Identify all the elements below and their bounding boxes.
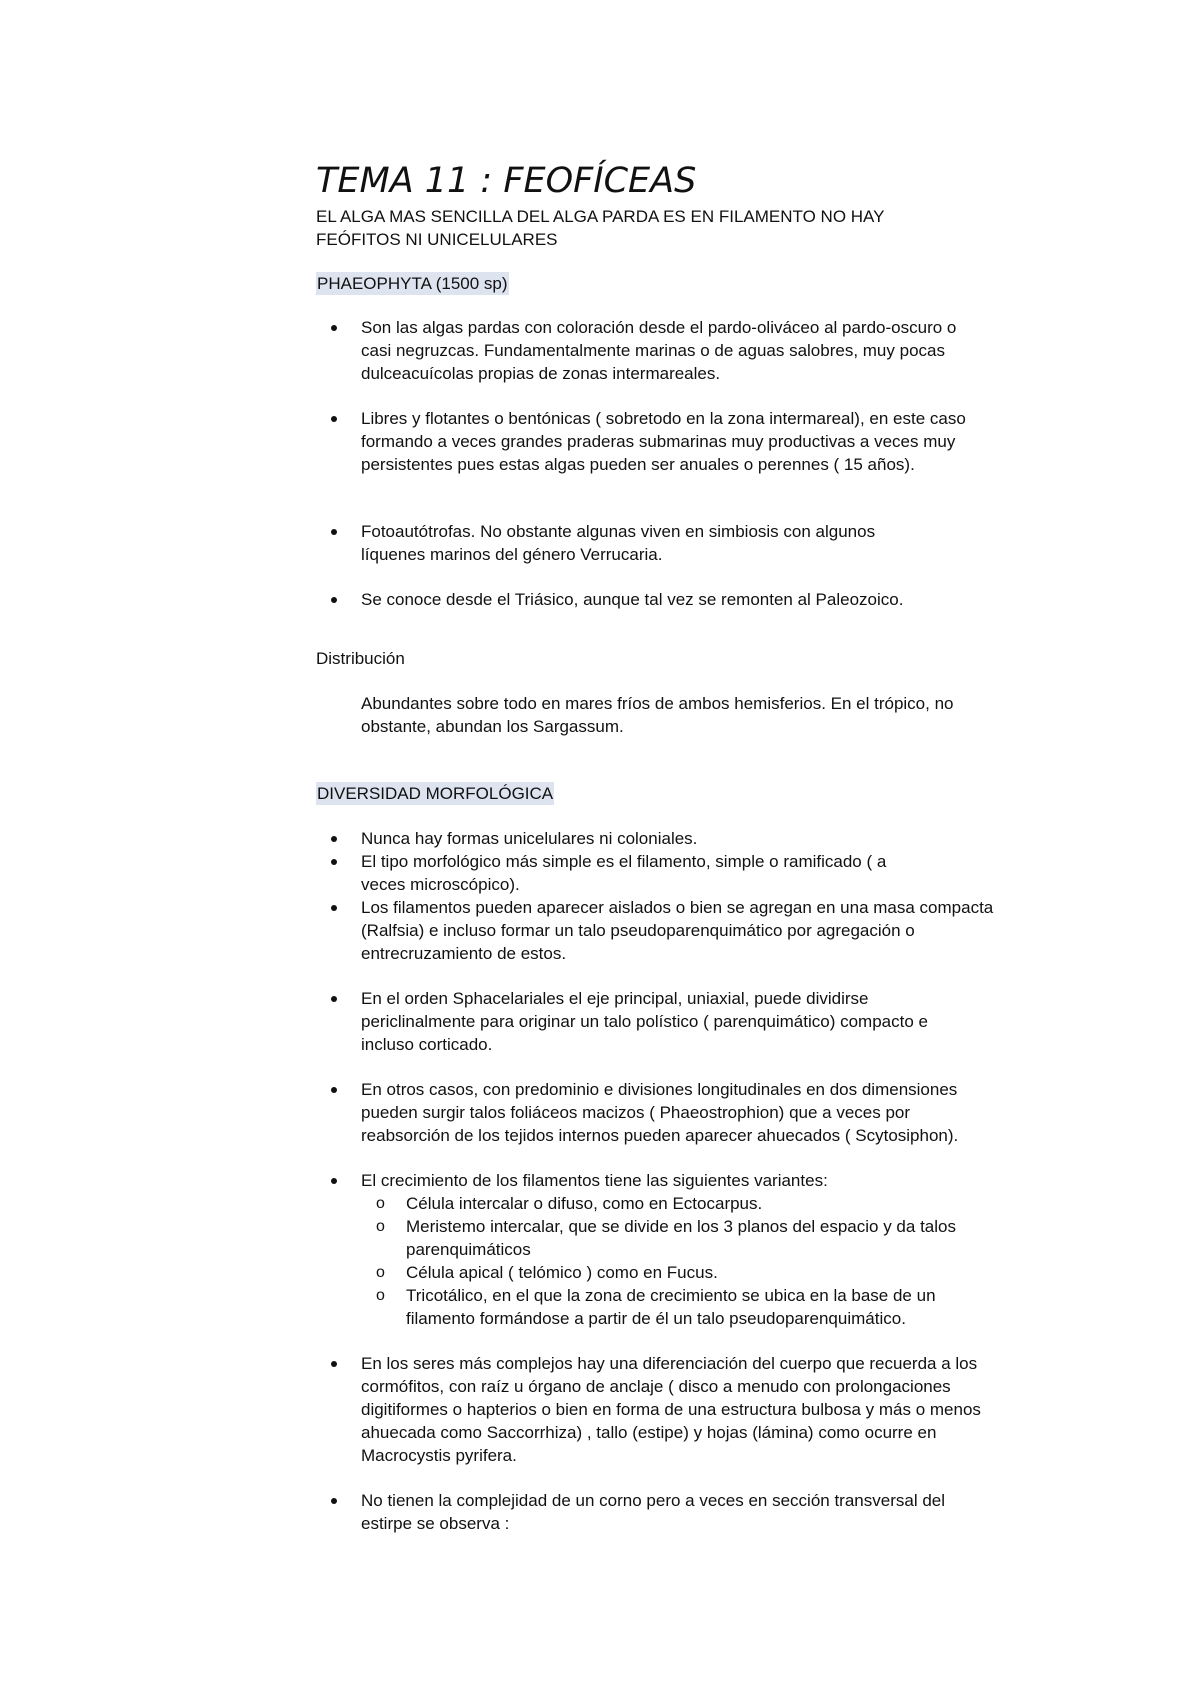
list-item: Se conoce desde el Triásico, aunque tal vez se remonten al Paleozoico. [316, 588, 966, 611]
growth-intro: El crecimiento de los filamentos tiene las siguientes variantes: [361, 1171, 828, 1190]
spacer [316, 385, 966, 407]
distribucion-heading: Distribución [316, 649, 405, 668]
list-item: Nunca hay formas unicelulares ni coloniales. [316, 827, 1036, 850]
list-item: En los seres más complejos hay una diferenciación del cuerpo que recuerda a los cormófitos, con raíz u órgano de anclaje ( disco a menudo con prolongaciones digitiformes o hapterios o bien en forma de una estructura bulbosa y más o menos ahuecada como Saccorrhiza) , tallo (estipe) y hojas (lámina) como ocurre en Macrocystis pyrifera. [316, 1352, 1001, 1467]
phaeophyta-list-4 [316, 588, 966, 611]
section-heading-diversidad [316, 782, 1036, 805]
sub-list-item: o Célula apical ( telómico ) como en Fucus. [361, 1261, 1036, 1284]
phaeophyta-list-2 [316, 407, 966, 476]
list-item: No tienen la complejidad de un corno pero a veces en sección transversal del estirpe se observa : [316, 1489, 961, 1535]
section-heading-phaeophyta [316, 272, 1036, 295]
distribucion-text: Abundantes sobre todo en mares fríos de ambos hemisferios. En el trópico, no obstante, abundan los Sargassum. [361, 694, 954, 736]
diversidad-list-3 [316, 1078, 1036, 1147]
sub-list-item: o Célula intercalar o difuso, como en Ectocarpus. [361, 1192, 1036, 1215]
list-item: En el orden Sphacelariales el eje principal, uniaxial, puede dividirse periclinalmente para originar un talo polístico ( parenquimático) compacto e incluso corticado. [316, 987, 971, 1056]
diversidad-list [316, 827, 1036, 965]
sub-list-item: o Tricotálico, en el que la zona de crecimiento se ubica en la base de un filamento formándose a partir de él un talo pseudoparenquimático. [361, 1284, 966, 1330]
diversidad-list-2 [316, 987, 1036, 1056]
list-item: Son las algas pardas con coloración desde el pardo-oliváceo al pardo-oscuro o casi negruzcas. Fundamentalmente marinas o de aguas salobres, muy pocas dulceacuícolas propias de zonas intermareales. [316, 316, 966, 385]
list-item: En otros casos, con predominio e divisiones longitudinales en dos dimensiones pueden surgir talos foliáceos macizos ( Phaeostrophion) que a veces por reabsorción de los tejidos internos pueden aparecer ahuecados ( Scytosiphon). [316, 1078, 986, 1147]
growth-variants-list [361, 1192, 1036, 1330]
phaeophyta-heading: PHAEOPHYTA (1500 sp) [317, 274, 508, 293]
document-title: TEMA 11 : FEOFÍCEAS [316, 161, 697, 201]
diversidad-list-6 [316, 1489, 1036, 1535]
document-page [316, 160, 1036, 1535]
diversidad-list-5 [316, 1352, 1036, 1467]
list-item: Libres y flotantes o bentónicas ( sobretodo en la zona intermareal), en este caso formando a veces grandes praderas submarinas muy productivas a veces muy persistentes pues estas algas pueden ser anuales o perennes ( 15 años). [316, 407, 966, 476]
diversidad-list-4 [316, 1169, 1036, 1330]
list-item: El tipo morfológico más simple es el filamento, simple o ramificado ( a veces microscópico). [316, 850, 891, 896]
list-item-growth [316, 1169, 1036, 1330]
document-subtitle: EL ALGA MAS SENCILLA DEL ALGA PARDA ES EN FILAMENTO NO HAY FEÓFITOS NI UNICELULARES [316, 207, 885, 249]
sub-list-item: o Meristemo intercalar, que se divide en los 3 planos del espacio y da talos parenquimáticos [361, 1215, 966, 1261]
list-item: Fotoautótrofas. No obstante algunas viven en simbiosis con algunos líquenes marinos del género Verrucaria. [316, 520, 901, 566]
phaeophyta-list [316, 316, 966, 407]
phaeophyta-list-3 [316, 520, 966, 566]
diversidad-heading: DIVERSIDAD MORFOLÓGICA [317, 784, 554, 803]
list-item: Los filamentos pueden aparecer aislados o bien se agregan en una masa compacta (Ralfsia) e incluso formar un talo pseudoparenquimático por agregación o entrecruzamiento de estos. [316, 896, 1036, 965]
